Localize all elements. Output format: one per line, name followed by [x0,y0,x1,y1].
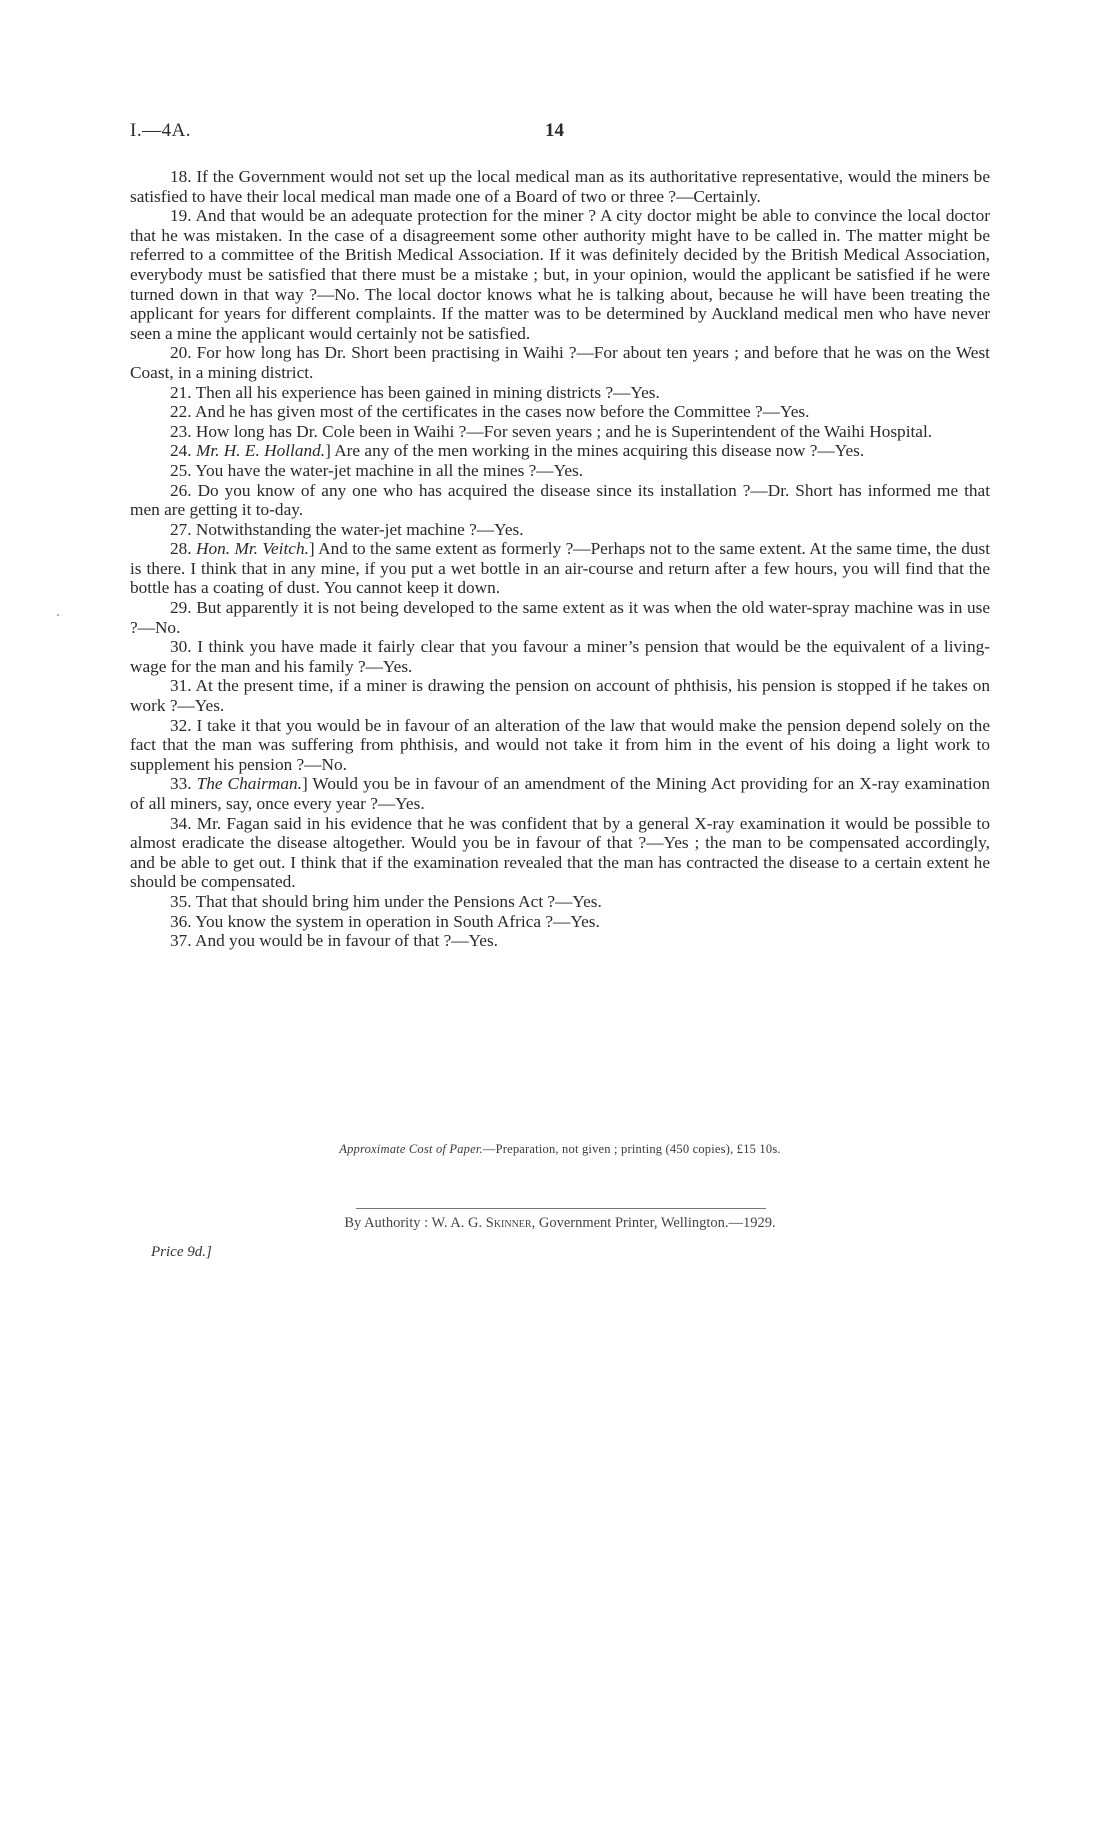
paragraph-20: 20. For how long has Dr. Short been practising in Waihi ?—For about ten years ; and before that he was on the West Coast, in a mining district. [130,343,990,382]
page-number: 14 [545,120,564,141]
paragraph-23: 23. How long has Dr. Cole been in Waihi ?—For seven years ; and he is Superintendent of the Waihi Hospital. [170,421,933,441]
paragraph-22: 22. And he has given most of the certificates in the cases now before the Committee ?—Yes. [170,402,810,422]
cost-label: Approximate Cost of Paper. [339,1142,483,1156]
speaker-name: Mr. H. E. Holland. [195,441,326,461]
paragraph-29: 29. But apparently it is not being developed to the same extent as it was when the old water-spray machine was in use ?—No. [130,598,990,637]
body-text [130,167,990,951]
price-label: Price 9d.] [151,1244,212,1260]
paragraph-37: 37. And you would be in favour of that ?—Yes. [170,931,498,951]
paragraph-27: 27. Notwithstanding the water-jet machine ?—Yes. [170,519,524,539]
paragraph-31: 31. At the present time, if a miner is drawing the pension on account of phthisis, his pension is stopped if he takes on work ?—Yes. [130,676,990,716]
printer-name: Skinner [485,1215,532,1231]
approximate-cost-note [130,1142,990,1157]
page-header [130,120,990,146]
printer-imprint: By Authority : W. A. G. Skinner, Government Printer, Wellington.—1929. [344,1215,776,1231]
paragraph-28: 28. Hon. Mr. Veitch.] And to the same extent as formerly ?—Perhaps not to the same extent. At the same time, the dust is there. I think that in any mine, if you put a wet bottle in an air-course and return after a few hours, you will find that the bottle has a coating of dust. You cannot keep it down. [130,539,991,598]
paragraph-33: 33. The Chairman.] Would you be in favour of an amendment of the Mining Act providing for an X-ray examination of all miners, say, once every year ?—Yes. [130,774,990,813]
speaker-name: Hon. Mr. Veitch. [196,539,309,559]
paragraph-19: 19. And that would be an adequate protection for the miner ? A city doctor might be able to convince the local doctor that he was mistaken. In the case of a disagreement some other authority might have to be called in. The matter might be referred to a committee of the British Medical Association. If it was definitely decided by the British Medical Association, everybody must be satisfied that there must be a mistake ; but, in your opinion, would the applicant be satisfied if he were turned down in that way ?—No. The local doctor knows what he is talking about, because he will have been treating the applicant for years for different complaints. If the matter was to be determined by Auckland medical men who have never seen a mine the applicant would certainly not be satisfied. [130,206,990,343]
paragraph-35: 35. That that should bring him under the Pensions Act ?—Yes. [170,891,602,911]
paragraph-34: 34. Mr. Fagan said in his evidence that he was confident that by a general X-ray examination it would be possible to almost eradicate the disease altogether. Would you be in favour of that ?—Yes ; the man to be compensated accordingly, and be able to get out. I think that if the examination revealed that the man has contracted the disease to a certain extent he should be compensated. [130,813,990,892]
cost-text: —Preparation, not given ; printing (450 copies), £15 10s. [482,1142,781,1156]
paragraph-36: 36. You know the system in operation in South Africa ?—Yes. [170,911,600,931]
document-code: I.—4A. [130,120,192,141]
paragraph-30: 30. I think you have made it fairly clear that you favour a miner’s pension that would be the equivalent of a living-wage for the man and his family ?—Yes. [130,637,990,676]
paragraph-24: 24. Mr. H. E. Holland.] Are any of the men working in the mines acquiring this disease now ?—Yes. [170,441,865,461]
paragraph-21: 21. Then all his experience has been gained in mining districts ?—Yes. [170,382,660,402]
paragraph-25: 25. You have the water-jet machine in all the mines ?—Yes. [170,460,584,480]
scan-speck [57,614,59,616]
imprint-rule [356,1208,766,1209]
speaker-name: The Chairman. [196,774,302,794]
paragraph-26: 26. Do you know of any one who has acquired the disease since its installation ?—Dr. Short has informed me that men are getting it to-day. [130,480,990,520]
paragraph-32: 32. I take it that you would be in favour of an alteration of the law that would make the pension depend solely on the fact that the man was suffering from phthisis, and would not take it from him in the event of his doing a light work to supplement his pension ?—No. [130,715,990,774]
paragraph-18: 18. If the Government would not set up the local medical man as its authoritative representative, would the miners be satisfied to have their local medical man made one of a Board of two or three ?—Certainly. [130,167,990,206]
